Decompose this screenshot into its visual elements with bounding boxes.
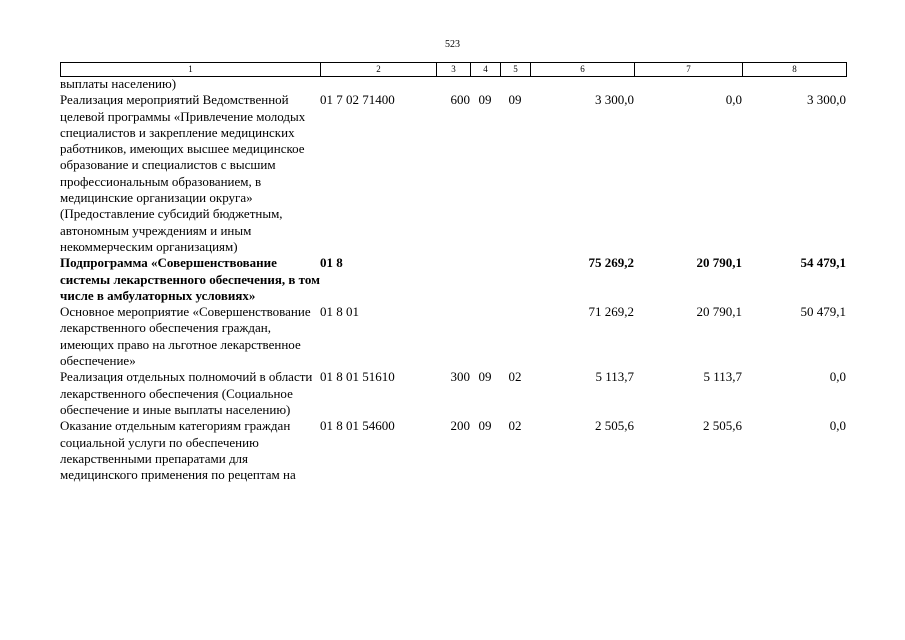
table-row	[60, 76, 846, 92]
row-value-8: 3 300,0	[807, 92, 846, 108]
row-pr: 09	[508, 92, 522, 108]
table-row	[60, 304, 846, 369]
row-rz	[470, 304, 500, 369]
row-code: 01 8 01	[320, 304, 359, 320]
row-rz	[470, 76, 500, 92]
header-col-5: 5	[501, 63, 531, 77]
row-code: 01 8 01 51610	[320, 369, 395, 385]
row-value-8: 54 479,1	[800, 255, 846, 271]
row-value-7: 20 790,1	[696, 304, 742, 320]
row-vr	[436, 76, 470, 92]
row-name: Оказание отдельным категориям граждан социальной услуги по обеспечению лекарственными препаратами для медицинского применения по рецептам на	[60, 418, 296, 483]
page-number: 523	[445, 39, 460, 50]
row-pr: 02	[508, 418, 522, 434]
table-header	[60, 62, 847, 77]
row-code	[320, 76, 436, 92]
table-row	[60, 92, 846, 255]
row-code: 01 8	[320, 255, 343, 271]
header-col-4: 4	[471, 63, 501, 77]
row-value-7	[634, 76, 742, 92]
row-value-6: 3 300,0	[595, 92, 634, 108]
row-vr: 600	[450, 92, 470, 108]
row-name: Реализация отдельных полномочий в области лекарственного обеспечения (Социальное обеспечение и иные выплаты населению)	[60, 369, 313, 417]
row-name: Подпрограмма «Совершенствование системы лекарственного обеспечения, в том числе в амбулаторных условиях»	[60, 255, 320, 303]
header-col-2: 2	[321, 63, 437, 77]
table-row	[60, 369, 846, 418]
row-value-6: 2 505,6	[595, 418, 634, 434]
row-code: 01 8 01 54600	[320, 418, 395, 434]
row-rz	[470, 255, 500, 304]
table-row	[60, 418, 846, 483]
row-value-6: 71 269,2	[588, 304, 634, 320]
row-pr	[500, 76, 530, 92]
row-value-6: 5 113,7	[595, 369, 634, 385]
row-value-8: 0,0	[829, 369, 846, 385]
row-pr	[500, 255, 530, 304]
row-code: 01 7 02 71400	[320, 92, 395, 108]
row-value-7: 0,0	[725, 92, 742, 108]
row-rz: 09	[478, 369, 492, 385]
row-vr: 200	[450, 418, 470, 434]
row-pr	[500, 304, 530, 369]
header-col-6: 6	[531, 63, 635, 77]
row-value-8: 0,0	[829, 418, 846, 434]
budget-table	[60, 76, 846, 483]
row-name: выплаты населению)	[60, 76, 177, 91]
row-value-7: 20 790,1	[696, 255, 742, 271]
header-col-3: 3	[437, 63, 471, 77]
row-vr	[436, 304, 470, 369]
row-pr: 02	[508, 369, 522, 385]
header-col-7: 7	[635, 63, 743, 77]
header-col-8: 8	[743, 63, 847, 77]
row-value-7: 2 505,6	[703, 418, 742, 434]
row-value-8: 50 479,1	[800, 304, 846, 320]
row-name: Основное мероприятие «Совершенствование лекарственного обеспечения граждан, имеющих право на льготное лекарственное обеспечение»	[60, 304, 311, 369]
table-row	[60, 255, 846, 304]
row-value-6	[530, 76, 634, 92]
header-col-1: 1	[61, 63, 321, 77]
row-value-8	[742, 76, 846, 92]
row-rz: 09	[478, 92, 492, 108]
row-value-7: 5 113,7	[703, 369, 742, 385]
row-name: Реализация мероприятий Ведомственной целевой программы «Привлечение молодых специалистов и закрепление медицинских работников, имеющих высшее медицинское образование и специалистов с высшим профессиональным образованием, в медицинские организации округа» (Предоставление субсидий бюджетным, автономным учреждениям и иным некоммерческим организациям)	[60, 92, 306, 254]
row-rz: 09	[478, 418, 492, 434]
row-vr	[436, 255, 470, 304]
row-vr: 300	[450, 369, 470, 385]
row-value-6: 75 269,2	[588, 255, 634, 271]
